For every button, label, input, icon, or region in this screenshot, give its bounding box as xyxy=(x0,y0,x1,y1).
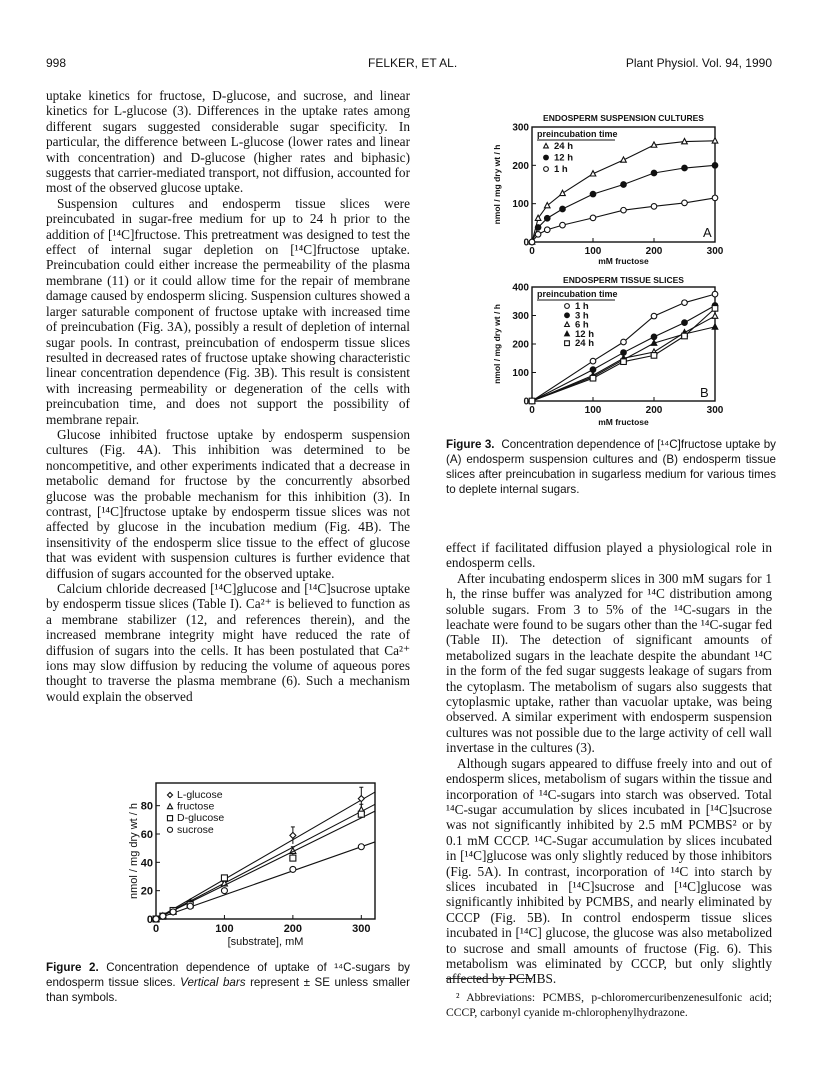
circle-marker xyxy=(651,334,657,340)
x-tick-label: 100 xyxy=(584,405,602,416)
square-marker xyxy=(529,398,535,404)
y-axis-label: nmol / mg dry wt / h xyxy=(492,304,502,384)
x-tick-label: 0 xyxy=(529,246,535,257)
y-tick-label: 200 xyxy=(512,339,529,351)
x-tick-label: 100 xyxy=(584,246,602,257)
y-tick-label: 300 xyxy=(512,311,529,323)
square-marker xyxy=(682,333,688,339)
square-marker xyxy=(712,306,718,312)
triangle-marker xyxy=(565,322,570,327)
paragraph: Glucose inhibited fructose uptake by endosperm suspension cultures (Fig. 4A). This inhibition was determined to be noncompetitive, and other experiments indicated that a decrease in metabolic demand for fructose by the concurrently absorbed glucose was the probable mechanism for this inhibition (3). In contrast, [¹⁴C]fructose uptake by endosperm tissue slices was not affected by glucose in the incubation medium (Fig. 4B). The insensitivity of the endosperm slice tissue to the effect of glucose that was evident with suspension cultures is further evidence that diffusion of sugars accounted for the observed uptake. xyxy=(46,426,410,581)
circle-marker xyxy=(535,225,541,231)
circle-marker xyxy=(682,165,688,171)
triangle-marker xyxy=(590,171,596,176)
circle-marker xyxy=(712,291,718,297)
circle-marker xyxy=(544,155,549,160)
y-tick-label: 400 xyxy=(512,282,529,294)
figure-2-caption-text-end: represent ± SE unless smaller than symbols. xyxy=(46,976,410,1004)
square-marker xyxy=(221,875,227,881)
circle-marker xyxy=(621,207,627,213)
square-marker xyxy=(565,341,570,346)
y-axis-label: nmol / mg dry wt / h xyxy=(128,803,140,899)
y-tick-label: 40 xyxy=(140,857,153,870)
chart-title: ENDOSPERM SUSPENSION CULTURES xyxy=(543,113,704,123)
legend-label: 1 h xyxy=(575,301,589,312)
y-tick-label: 200 xyxy=(512,160,529,172)
circle-marker xyxy=(682,200,688,206)
circle-marker xyxy=(160,913,166,919)
y-tick-label: 0 xyxy=(523,396,529,408)
x-tick-label: 0 xyxy=(529,405,535,416)
circle-marker xyxy=(712,163,718,169)
paragraph: Calcium chloride decreased [¹⁴C]glucose and [¹⁴C]sucrose uptake by endosperm tissue slices (Table I). Ca²⁺ is believed to function as a membrane stabilizer (12, and references therein), and the increased membrane integrity might have reduced the rate of diffusion of sugars into the cells. It has been postulated that Ca²⁺ ions may slow diffusion by reducing the volume of aqueous pores thought to traverse the plasma membrane (6). Such a mechanism would explain the observed xyxy=(46,581,410,704)
triangle-marker xyxy=(651,340,657,345)
triangle-marker xyxy=(651,142,657,147)
legend-label: sucrose xyxy=(177,823,214,836)
x-tick-label: 0 xyxy=(152,923,160,935)
square-marker xyxy=(621,359,627,365)
circle-marker xyxy=(170,909,176,915)
x-tick-label: 300 xyxy=(706,405,724,416)
circle-marker xyxy=(590,215,596,221)
circle-marker xyxy=(544,215,550,221)
figure-3-caption-text: Concentration dependence of [¹⁴C]fructose uptake by (A) endosperm suspension cultures and (B) endosperm tissue slices after preincubation in sugarless medium for various times to deplete internal sugars. xyxy=(446,438,776,496)
figure-3-label: Figure 3. xyxy=(446,438,495,451)
panel-label: A xyxy=(703,225,712,240)
x-axis-label: [substrate], mM xyxy=(227,936,304,948)
legend-label: 12 h xyxy=(554,152,574,164)
x-tick-label: 200 xyxy=(283,923,303,935)
x-tick-label: 300 xyxy=(352,923,371,935)
circle-marker xyxy=(651,313,657,319)
legend-title: preincubation time xyxy=(537,289,618,299)
circle-marker xyxy=(621,339,627,345)
y-tick-label: 80 xyxy=(140,800,153,813)
y-tick-label: 0 xyxy=(146,913,153,926)
running-head-authors: FELKER, ET AL. xyxy=(368,56,458,70)
y-tick-label: 0 xyxy=(523,237,529,249)
paragraph: effect if facilitated diffusion played a physiological role in endosperm cells. xyxy=(446,540,772,571)
paragraph: uptake kinetics for fructose, D-glucose, and sucrose, and linear kinetics for L-glucose (3). Differences in the uptake rates among different sugars suggested considerable sugar specificity. In particular, the difference between L-glucose (lower rates and linear with concentration) and D-glucose (higher rates and biphasic) suggests that carrier-mediated transport, not diffusion, accounted for most of the observed glucose uptake. xyxy=(46,88,410,196)
fig2-chart xyxy=(128,783,375,948)
legend-label: 3 h xyxy=(575,310,589,322)
page-number: 998 xyxy=(46,56,67,70)
series-3-h xyxy=(529,303,718,404)
fig3a-chart xyxy=(492,113,724,266)
x-axis-label: mM fructose xyxy=(598,256,649,266)
circle-marker xyxy=(358,844,364,850)
y-tick-label: 300 xyxy=(512,122,529,134)
circle-marker xyxy=(651,204,657,210)
triangle-marker xyxy=(560,190,566,195)
circle-marker xyxy=(682,300,688,306)
legend-label: 24 h xyxy=(575,338,595,350)
circle-marker xyxy=(682,320,688,326)
footnote: ² Abbreviations: PCMBS, p-chloromercuribenzenesulfonic acid; CCCP, carbonyl cyanide m-chlorophenylhydrazone. xyxy=(446,991,772,1019)
diamond-marker xyxy=(167,792,172,797)
paragraph: After incubating endosperm slices in 300 mM sugars for 1 h, the rinse buffer was analyzed for ¹⁴C distribution among soluble sugars. From 3 to 5% of the ¹⁴C-sugars in the leachate were found to be sugars other than the ¹⁴C-sugar fed (Table II). The detection of significant amounts of metabolized sugars in the leachate despite the abundant ¹⁴C in the form of the fed sugar suggests leakage of sugars from the cytoplasm. The metabolism of sugars also suggests that cytoplasmic uptake, rather than vacuolar uptake, was being observed. A similar experiment with endosperm suspension cultures was not possible due to the large activity of cell wall invertase in the cultures (3). xyxy=(446,570,772,756)
series-line xyxy=(532,198,715,242)
legend-label: 12 h xyxy=(575,328,595,340)
circle-marker xyxy=(544,167,549,172)
fig3b-chart xyxy=(492,275,724,427)
legend-label: L-glucose xyxy=(177,789,223,801)
circle-marker xyxy=(590,191,596,197)
y-tick-label: 60 xyxy=(140,828,153,841)
circle-marker xyxy=(167,827,172,832)
paragraph: Suspension cultures and endosperm tissue slices were preincubated in sugar-free medium for up to 24 h prior to the addition of [¹⁴C]fructose. This pretreatment was designed to test the effect of internal sugar depletion on [¹⁴C]fructose uptake. Preincubation could either increase the permeability of the plasma membrane (11) or it could allow time for the repair of membrane damage caused by endosperm slicing. Suspension cultures showed a larger saturable component of fructose uptake with increased time of preincubation (Fig. 3A), possibly a result of depletion of internal sugar pools. In contrast, preincubation of endosperm tissue slices resulted in decreased rates of fructose uptake showing characteristic linear concentration dependence (Fig. 3B). This result is consistent with increasing permeability or degeneration of the cells with preincubation time, and does not support the possibility of membrane repair. xyxy=(46,195,410,427)
legend-label: 1 h xyxy=(554,164,568,175)
legend-title: preincubation time xyxy=(537,129,618,139)
legend-label: 6 h xyxy=(575,319,589,331)
circle-marker xyxy=(560,206,566,212)
x-axis-label: mM fructose xyxy=(598,417,649,427)
triangle-marker xyxy=(621,157,627,162)
series-sucrose xyxy=(153,842,375,922)
x-tick-label: 200 xyxy=(645,246,663,257)
circle-marker xyxy=(529,239,535,245)
series-1-h xyxy=(529,291,718,403)
figure-2-caption-italic: Vertical bars xyxy=(180,976,246,989)
triangle-marker xyxy=(565,331,570,336)
triangle-marker xyxy=(544,143,549,148)
chart-title: ENDOSPERM TISSUE SLICES xyxy=(563,275,684,285)
x-tick-label: 100 xyxy=(215,923,234,935)
square-marker xyxy=(290,855,296,861)
circle-marker xyxy=(621,182,627,188)
legend-label: fructose xyxy=(177,800,215,813)
circle-marker xyxy=(565,304,570,309)
x-tick-label: 300 xyxy=(706,246,724,257)
y-tick-label: 20 xyxy=(140,885,153,898)
y-tick-label: 100 xyxy=(512,368,529,380)
square-marker xyxy=(167,816,172,821)
x-tick-label: 200 xyxy=(645,405,663,416)
circle-marker xyxy=(187,903,193,909)
triangle-marker xyxy=(167,804,172,809)
triangle-marker xyxy=(712,138,718,143)
legend-label: 24 h xyxy=(554,141,574,152)
y-tick-label: 100 xyxy=(512,199,529,211)
figure-2-label: Figure 2. xyxy=(46,961,99,974)
circle-marker xyxy=(560,222,566,228)
panel-label: B xyxy=(700,385,709,400)
triangle-marker xyxy=(682,138,688,143)
series-1-h xyxy=(529,195,718,245)
circle-marker xyxy=(153,916,159,922)
triangle-marker xyxy=(712,324,718,329)
square-marker xyxy=(651,353,657,359)
circle-marker xyxy=(221,888,227,894)
running-head-journal: Plant Physiol. Vol. 94, 1990 xyxy=(625,56,772,70)
circle-marker xyxy=(651,170,657,176)
y-axis-label: nmol / mg dry wt / h xyxy=(492,144,502,225)
triangle-marker xyxy=(712,313,718,318)
legend-label: D-glucose xyxy=(177,812,225,825)
square-marker xyxy=(358,811,364,817)
circle-marker xyxy=(565,313,570,318)
square-marker xyxy=(590,375,596,381)
paragraph: Although sugars appeared to diffuse freely into and out of endosperm slices, metabolism of sugars within the tissue and incorporation of ¹⁴C-sugars into starch was observed. Total ¹⁴C-sugar accumulation by slices incubated in [¹⁴C]sucrose was not significantly inhibited by 2.5 mM PCMBS² or by 0.1 mM CCCP. ¹⁴C-Sugar accumulation by slices incubated in [¹⁴C]glucose was only slightly reduced by those inhibitors (Fig. 5A). In contrast, incorporation of ¹⁴C into starch by slices incubated in [¹⁴C]sucrose and [¹⁴C]glucose was significantly inhibited by PCMBS, and nearly eliminated by CCCP (Fig. 5B). In control endosperm tissue slices incubated in [¹⁴C] glucose, the glucose was also metabolized to sucrose and small amounts of fructose (Fig. 6). This metabolism was eliminated by CCCP, but only slightly affected by PCMBS. xyxy=(446,755,772,987)
circle-marker xyxy=(290,866,296,872)
figure-2-caption-text: Concentration dependence of uptake of ¹⁴C-sugars by endosperm tissue slices. xyxy=(46,961,410,989)
diamond-marker xyxy=(290,832,296,838)
circle-marker xyxy=(544,227,550,233)
series-line xyxy=(532,294,715,401)
circle-marker xyxy=(535,232,541,238)
circle-marker xyxy=(712,195,718,201)
circle-marker xyxy=(590,358,596,364)
